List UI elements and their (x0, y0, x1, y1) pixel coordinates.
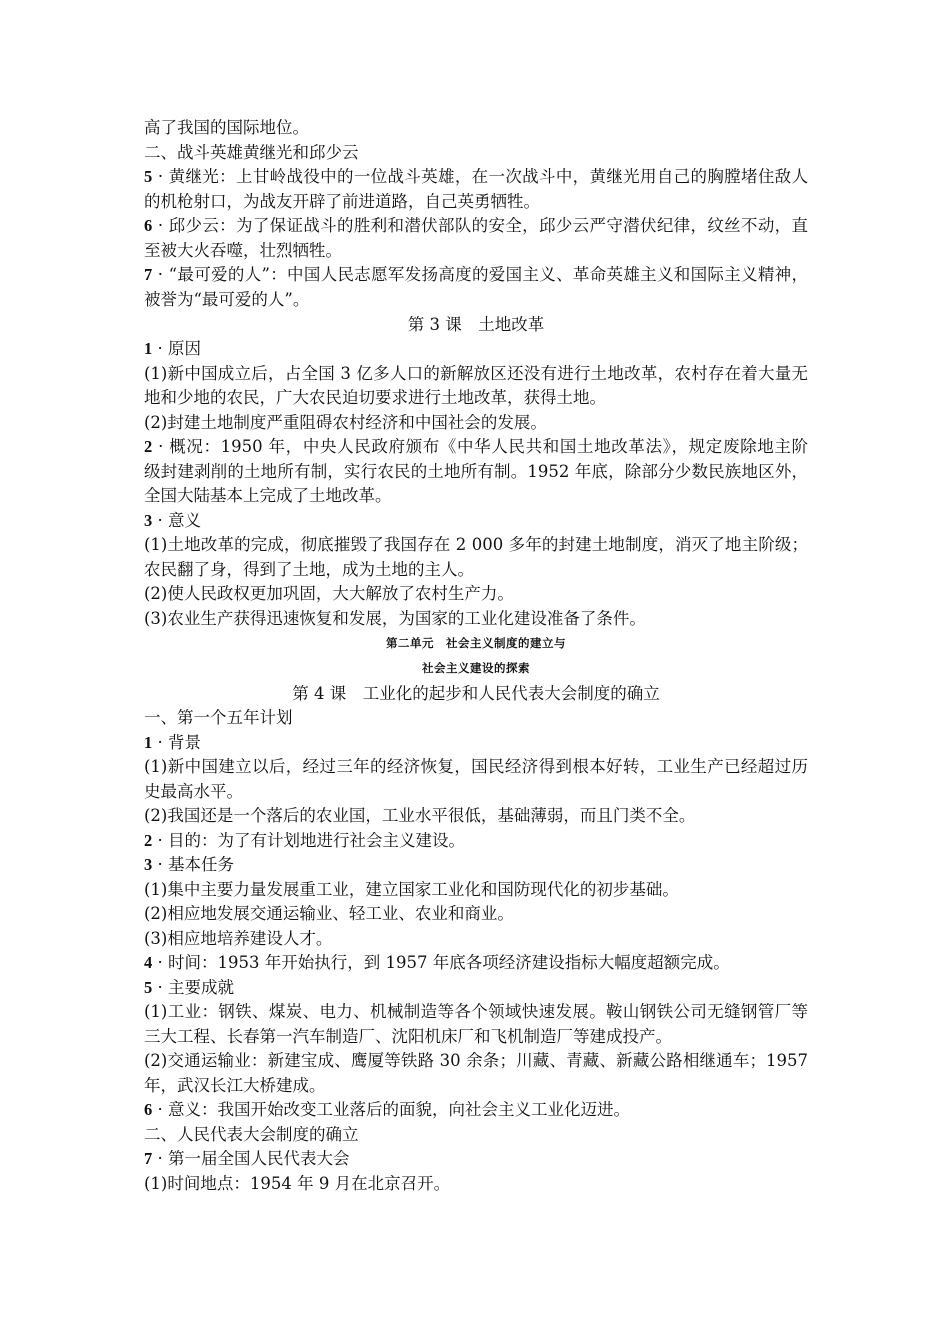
line-text: (2)相应地发展交通运输业、轻工业、农业和商业。 (144, 904, 514, 923)
numbered-item: 4 · 时间：1953 年开始执行，到 1957 年底各项经济建设指标大幅度超额完成。 (144, 953, 730, 972)
text-line (144, 878, 808, 903)
line-text: 年，武汉长江大桥建成。 (144, 1075, 326, 1095)
text-line (144, 927, 808, 952)
item-number: 3 (144, 855, 153, 874)
line-text: 二、人民代表大会制度的确立 (144, 1124, 359, 1144)
document-page (144, 116, 808, 1196)
line-text: (2)使人民政权更加巩固，大大解放了农村生产力。 (144, 584, 514, 603)
text-line (144, 533, 808, 558)
text-line (144, 755, 808, 780)
text-line (144, 484, 808, 509)
line-text: (1)新中国建立以后，经过三年的经济恢复，国民经济得到根本好转，工业生产已经超过历 (144, 757, 808, 776)
numbered-item: 5 · 黄继光：上甘岭战役中的一位战斗英雄，在一次战斗中，黄继光用自己的胸膛堵住敌人 (144, 167, 808, 186)
line-text: 级封建剥削的土地所有制，实行农民的土地所有制。1952 年底，除部分少数民族地区外， (144, 461, 808, 481)
line-text: 目的：为了有计划地进行社会主义建设。 (168, 830, 465, 850)
line-text: (1)工业：钢铁、煤炭、电力、机械制造等各个领域快速发展。鞍山钢铁公司无缝钢管厂等 (144, 1002, 808, 1021)
numbered-item: 1 · 原因 (144, 339, 201, 358)
text-line (144, 902, 808, 927)
line-text: 至被大火吞噬，壮烈牺牲。 (144, 240, 342, 260)
line-text: 背景 (168, 732, 201, 752)
line-text: 邱少云：为了保证战斗的胜利和潜伏部队的安全，邱少云严守潜伏纪律，纹丝不动，直 (168, 216, 808, 235)
item-number: 5 (144, 167, 153, 186)
text-line (144, 1000, 808, 1025)
text-line (144, 1123, 808, 1148)
line-text: (1)集中主要力量发展重工业，建立国家工业化和国防现代化的初步基础。 (144, 879, 679, 899)
lesson-title (144, 681, 808, 706)
text-line (144, 804, 808, 829)
line-text: 二、战斗英雄黄继光和邱少云 (144, 142, 359, 162)
line-text: (3)相应地培养建设人才。 (144, 928, 333, 948)
numbered-item: 1 · 背景 (144, 732, 201, 752)
text-line (144, 582, 808, 607)
line-text: 主要成就 (168, 977, 234, 997)
line-text: 三大工程、长春第一汽车制造厂、沈阳机床厂和飞机制造厂等建成投产。 (144, 1026, 672, 1046)
line-text: 原因 (168, 339, 201, 358)
text-line (144, 411, 808, 436)
line-text: 黄继光：上甘岭战役中的一位战斗英雄，在一次战斗中，黄继光用自己的胸膛堵住敌人 (168, 167, 808, 186)
text-line (144, 362, 808, 387)
line-text: “最可爱的人”：中国人民志愿军发扬高度的爱国主义、革命英雄主义和国际主义精神， (168, 265, 808, 284)
text-line (144, 288, 808, 313)
line-text: (1)新中国成立后，占全国 3 亿多人口的新解放区还没有进行土地改革，农村存在着大量无 (144, 363, 808, 383)
text-line (144, 386, 808, 411)
item-number: 7 (144, 1149, 153, 1168)
text-line (144, 706, 808, 731)
line-text: 第一届全国人民代表大会 (168, 1149, 350, 1168)
item-number: 6 (144, 216, 153, 235)
line-text: 社会主义建设的探索 (422, 661, 530, 675)
lesson-title (144, 312, 808, 337)
text-line (144, 1025, 808, 1050)
line-text: 高了我国的国际地位。 (144, 118, 309, 137)
item-number: 7 (144, 265, 153, 284)
text-line (144, 190, 808, 215)
line-text: 概况：1950 年，中央人民政府颁布《中华人民共和国土地改革法》，规定废除地主阶 (169, 437, 808, 456)
unit-heading (144, 656, 808, 681)
line-text: 基本任务 (168, 855, 234, 874)
line-text: 被誉为“最可爱的人”。 (144, 289, 310, 309)
item-number: 1 (144, 732, 153, 752)
line-text: (3)农业生产获得迅速恢复和发展，为国家的工业化建设准备了条件。 (144, 608, 646, 628)
line-text: 第 4 课 工业化的起步和人民代表大会制度的确立 (292, 684, 660, 703)
text-line (144, 1172, 808, 1197)
text-line (144, 1074, 808, 1099)
unit-heading (144, 631, 808, 656)
numbered-item: 6 · 邱少云：为了保证战斗的胜利和潜伏部队的安全，邱少云严守潜伏纪律，纹丝不动，直 (144, 216, 808, 235)
text-line (144, 780, 808, 805)
line-text: (2)我国还是一个落后的农业国，工业水平很低，基础薄弱，而且门类不全。 (144, 806, 696, 825)
numbered-item: 6 · 意义：我国开始改变工业落后的面貌，向社会主义工业化迈进。 (144, 1100, 630, 1119)
text-line (144, 607, 808, 632)
line-text: 史最高水平。 (144, 781, 243, 801)
numbered-item: 2 · 目的：为了有计划地进行社会主义建设。 (144, 830, 465, 850)
item-number: 2 (144, 830, 153, 850)
line-text: 第二单元 社会主义制度的建立与 (386, 636, 566, 650)
line-text: 一、第一个五年计划 (144, 708, 293, 727)
numbered-item: 3 · 意义 (144, 510, 201, 530)
text-line (144, 460, 808, 485)
item-number: 4 (144, 953, 153, 972)
line-text: 意义 (168, 510, 201, 530)
text-line (144, 1049, 808, 1074)
numbered-item: 5 · 主要成就 (144, 977, 234, 997)
text-line (144, 558, 808, 583)
line-text: 时间：1953 年开始执行，到 1957 年底各项经济建设指标大幅度超额完成。 (168, 953, 730, 972)
line-text: 的机枪射口，为战友开辟了前进道路，自己英勇牺牲。 (144, 191, 540, 211)
numbered-item: 3 · 基本任务 (144, 855, 234, 874)
line-text: (2)交通运输业：新建宝成、鹰厦等铁路 30 余条；川藏、青藏、新藏公路相继通车；1957 (144, 1051, 808, 1070)
item-number: 5 (144, 977, 153, 997)
numbered-item: 2 · 概况：1950 年，中央人民政府颁布《中华人民共和国土地改革法》，规定废除地主阶 (144, 437, 808, 456)
line-text: 意义：我国开始改变工业落后的面貌，向社会主义工业化迈进。 (168, 1100, 630, 1119)
item-number: 1 (144, 339, 153, 358)
text-line (144, 116, 808, 141)
line-text: (1)时间地点：1954 年 9 月在北京召开。 (144, 1173, 451, 1193)
item-number: 2 (144, 437, 153, 456)
line-text: 农民翻了身，得到了土地，成为土地的主人。 (144, 559, 474, 579)
line-text: (2)封建土地制度严重阻碍农村经济和中国社会的发展。 (144, 412, 547, 432)
line-text: 第 3 课 土地改革 (407, 315, 545, 334)
numbered-item: 7 · 第一届全国人民代表大会 (144, 1149, 350, 1168)
text-line (144, 141, 808, 166)
text-line (144, 239, 808, 264)
item-number: 6 (144, 1100, 153, 1119)
line-text: (1)土地改革的完成，彻底摧毁了我国存在 2 000 多年的封建土地制度，消灭了地主阶级； (144, 535, 808, 554)
item-number: 3 (144, 510, 153, 530)
numbered-item: 7 · “最可爱的人”：中国人民志愿军发扬高度的爱国主义、革命英雄主义和国际主义精神， (144, 265, 808, 284)
line-text: 全国大陆基本上完成了土地改革。 (144, 486, 392, 505)
line-text: 地和少地的农民，广大农民迫切要求进行土地改革，获得土地。 (144, 388, 606, 407)
